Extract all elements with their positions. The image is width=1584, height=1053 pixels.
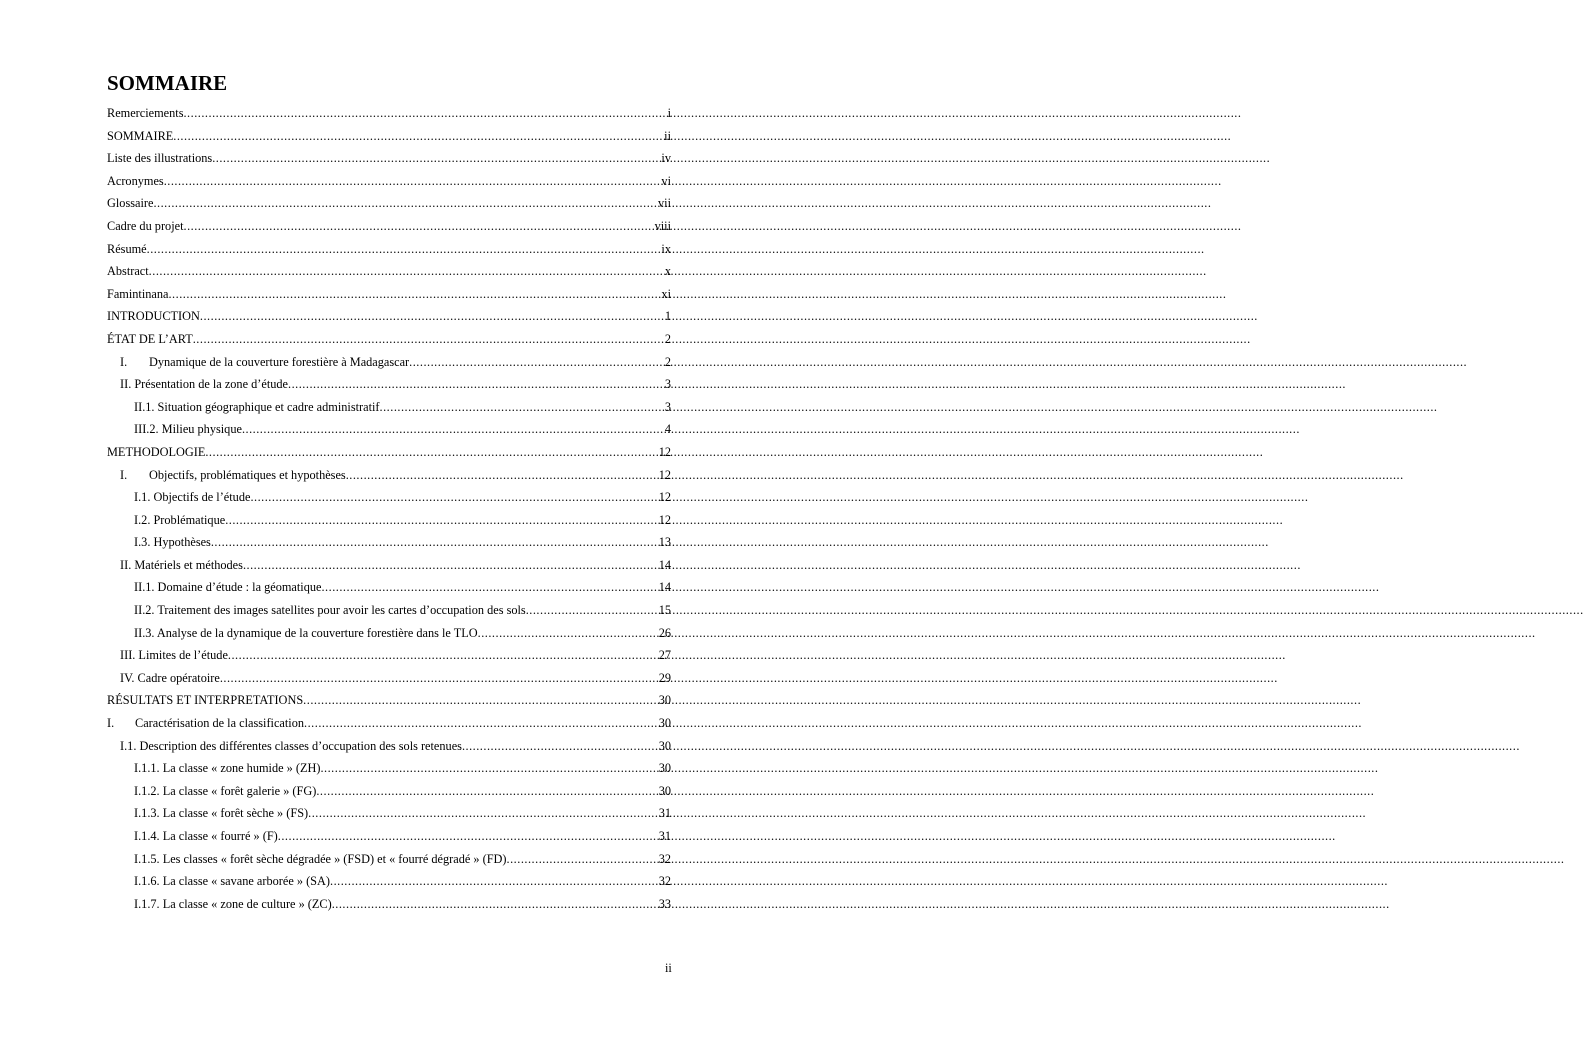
page-number: ii bbox=[665, 961, 672, 975]
toc-entry-caracterisation[interactable]: I. Caractérisation de la classification ..... 30 bbox=[107, 715, 671, 738]
toc-entry-methodologie[interactable]: METHODOLOGIE ..... 12 bbox=[107, 444, 671, 467]
toc-entry-milieu-physique[interactable]: III.2. Milieu physique ..... 4 bbox=[107, 421, 671, 444]
toc-entry-domaine-etude[interactable]: II.1. Domaine d’étude : la géomatique ..... 14 bbox=[107, 579, 671, 602]
toc-entry-resultats[interactable]: RÉSULTATS ET INTERPRETATIONS ..... 30 bbox=[107, 692, 671, 715]
toc-entry-sommaire[interactable]: SOMMAIRE ..... ii bbox=[107, 128, 671, 151]
toc-entry-fourre[interactable]: I.1.4. La classe « fourré » (F) ..... 31 bbox=[107, 828, 671, 851]
toc-entry-traitement-images[interactable]: II.2. Traitement des images satellites pour avoir les cartes d’occupation des sols ..... 15 bbox=[107, 602, 671, 625]
toc-entry-cadre-projet[interactable]: Cadre du projet ..... viii bbox=[107, 218, 671, 241]
toc-entry-presentation-zone[interactable]: II. Présentation de la zone d’étude ..... 3 bbox=[107, 376, 671, 399]
toc-entry-dynamique-couverture[interactable]: I. Dynamique de la couverture forestière à Madagascar ..... 2 bbox=[107, 354, 671, 377]
toc-entry-description-classes[interactable]: I.1. Description des différentes classes d’occupation des sols retenues ..... 30 bbox=[107, 738, 671, 761]
toc-entry-problematique[interactable]: I.2. Problématique ..... 12 bbox=[107, 512, 671, 535]
toc-entry-acronymes[interactable]: Acronymes ..... vi bbox=[107, 173, 671, 196]
toc-entry-famintinana[interactable]: Famintinana ..... xi bbox=[107, 286, 671, 309]
toc-entry-hypotheses[interactable]: I.3. Hypothèses ..... 13 bbox=[107, 534, 671, 557]
toc-entry-cadre-operatoire[interactable]: IV. Cadre opératoire ..... 29 bbox=[107, 670, 671, 693]
toc-entry-glossaire[interactable]: Glossaire ..... vii bbox=[107, 195, 671, 218]
toc-entry-foret-seche[interactable]: I.1.3. La classe « forêt sèche » (FS) ..... 31 bbox=[107, 805, 671, 828]
toc-entry-situation-geographique[interactable]: II.1. Situation géographique et cadre administratif ..... 3 bbox=[107, 399, 671, 422]
toc-entry-limites-etude[interactable]: III. Limites de l’étude ..... 27 bbox=[107, 647, 671, 670]
toc-entry-zone-humide[interactable]: I.1.1. La classe « zone humide » (ZH) ..... 30 bbox=[107, 760, 671, 783]
toc-entry-zone-culture[interactable]: I.1.7. La classe « zone de culture » (ZC) ..... 33 bbox=[107, 896, 671, 919]
toc-entry-resume[interactable]: Résumé ..... ix bbox=[107, 241, 671, 264]
toc-entry-liste-illustrations[interactable]: Liste des illustrations ..... iv bbox=[107, 150, 671, 173]
toc-entry-foret-galerie[interactable]: I.1.2. La classe « forêt galerie » (FG) ..... 30 bbox=[107, 783, 671, 806]
document-page bbox=[0, 0, 745, 1053]
toc-entry-abstract[interactable]: Abstract ..... x bbox=[107, 263, 671, 286]
toc-entry-objectifs-etude[interactable]: I.1. Objectifs de l’étude ..... 12 bbox=[107, 489, 671, 512]
toc-entry-objectifs-problematiques[interactable]: I. Objectifs, problématiques et hypothèses ..... 12 bbox=[107, 467, 671, 490]
table-of-contents bbox=[107, 105, 671, 918]
toc-entry-savane-arboree[interactable]: I.1.6. La classe « savane arborée » (SA) ..... 32 bbox=[107, 873, 671, 896]
page-title: SOMMAIRE bbox=[107, 71, 228, 95]
toc-entry-remerciements[interactable]: Remerciements ..... i bbox=[107, 105, 671, 128]
toc-entry-analyse-dynamique[interactable]: II.3. Analyse de la dynamique de la couverture forestière dans le TLO ..... 26 bbox=[107, 625, 671, 648]
toc-entry-etat-de-l-art[interactable]: ÉTAT DE L’ART ..... 2 bbox=[107, 331, 671, 354]
toc-entry-foret-seche-degradee[interactable]: I.1.5. Les classes « forêt sèche dégradée » (FSD) et « fourré dégradé » (FD) ..... 32 bbox=[107, 851, 671, 874]
toc-entry-materiels-methodes[interactable]: II. Matériels et méthodes ..... 14 bbox=[107, 557, 671, 580]
toc-entry-introduction[interactable]: INTRODUCTION ..... 1 bbox=[107, 308, 671, 331]
